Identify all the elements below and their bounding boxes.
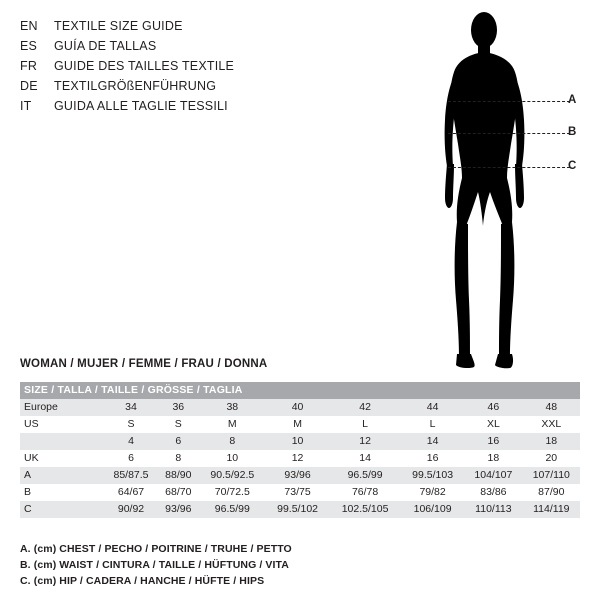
cell: 79/82: [401, 484, 464, 501]
cell: 64/67: [104, 484, 158, 501]
cell: 99.5/102: [266, 501, 329, 518]
cell: L: [401, 416, 464, 433]
note-chest: A. (cm) CHEST / PECHO / POITRINE / TRUHE / PETTO: [20, 543, 292, 555]
cell: 8: [158, 450, 199, 467]
cell: 48: [523, 399, 580, 416]
cell: 85/87.5: [104, 467, 158, 484]
cell: 87/90: [523, 484, 580, 501]
cell: 102.5/105: [329, 501, 401, 518]
cell: 16: [401, 450, 464, 467]
cell: 70/72.5: [199, 484, 267, 501]
cell: 40: [266, 399, 329, 416]
cell: 20: [523, 450, 580, 467]
cell: S: [104, 416, 158, 433]
cell: 14: [401, 433, 464, 450]
cell: 96.5/99: [329, 467, 401, 484]
cell: 10: [266, 433, 329, 450]
language-title: TEXTILE SIZE GUIDE: [54, 19, 183, 33]
cell: XXL: [523, 416, 580, 433]
cell: L: [329, 416, 401, 433]
language-title: TEXTILGRÖßENFÜHRUNG: [54, 79, 217, 93]
table-row: [20, 484, 580, 501]
cell: 73/75: [266, 484, 329, 501]
language-row: [20, 36, 380, 56]
language-code: DE: [20, 79, 38, 93]
language-code: IT: [20, 99, 32, 113]
cell: 14: [329, 450, 401, 467]
cell: 6: [104, 450, 158, 467]
size-table: [20, 382, 580, 518]
language-title: GUIDA ALLE TAGLIE TESSILI: [54, 99, 228, 113]
cell: S: [158, 416, 199, 433]
cell: 83/86: [464, 484, 523, 501]
cell: 93/96: [158, 501, 199, 518]
cell: 6: [158, 433, 199, 450]
cell: M: [199, 416, 267, 433]
guide-label-a: A: [568, 94, 577, 106]
row-label: US: [20, 416, 104, 433]
row-label: UK: [20, 450, 104, 467]
language-title: GUIDE DES TAILLES TEXTILE: [54, 59, 235, 73]
cell: 90/92: [104, 501, 158, 518]
language-code: EN: [20, 19, 38, 33]
cell: 16: [464, 433, 523, 450]
note-hip: C. (cm) HIP / CADERA / HANCHE / HÜFTE / HIPS: [20, 575, 265, 587]
cell: 12: [266, 450, 329, 467]
cell: 12: [329, 433, 401, 450]
row-label: C: [20, 501, 104, 518]
cell: 10: [199, 450, 267, 467]
body-silhouette-icon: [400, 8, 600, 378]
female-silhouette-figure: [400, 8, 600, 378]
cell: 76/78: [329, 484, 401, 501]
cell: 8: [199, 433, 267, 450]
table-row: [20, 501, 580, 518]
table-header-label: SIZE / TALLA / TAILLE / GRÖSSE / TAGLIA: [20, 382, 580, 399]
row-label: [20, 433, 104, 450]
language-code: FR: [20, 59, 38, 73]
cell: 4: [104, 433, 158, 450]
cell: 46: [464, 399, 523, 416]
cell: 106/109: [401, 501, 464, 518]
cell: 68/70: [158, 484, 199, 501]
cell: XL: [464, 416, 523, 433]
cell: 88/90: [158, 467, 199, 484]
row-label: A: [20, 467, 104, 484]
cell: 18: [464, 450, 523, 467]
guide-label-c: C: [568, 160, 577, 172]
guide-line-b: [448, 133, 570, 134]
language-row: [20, 96, 380, 116]
measurement-notes: [20, 541, 580, 589]
cell: 96.5/99: [199, 501, 267, 518]
table-row: [20, 416, 580, 433]
section-title-woman: WOMAN / MUJER / FEMME / FRAU / DONNA: [20, 358, 268, 370]
guide-line-a: [448, 101, 570, 102]
table-row: [20, 450, 580, 467]
table-row: [20, 399, 580, 416]
language-header-block: [20, 16, 380, 116]
cell: 110/113: [464, 501, 523, 518]
cell: 90.5/92.5: [199, 467, 267, 484]
guide-label-b: B: [568, 126, 577, 138]
cell: M: [266, 416, 329, 433]
cell: 107/110: [523, 467, 580, 484]
language-row: [20, 76, 380, 96]
cell: 114/119: [523, 501, 580, 518]
cell: 104/107: [464, 467, 523, 484]
cell: 42: [329, 399, 401, 416]
language-code: ES: [20, 39, 38, 53]
cell: 93/96: [266, 467, 329, 484]
table-row: [20, 467, 580, 484]
language-row: [20, 16, 380, 36]
table-row: [20, 433, 580, 450]
cell: 36: [158, 399, 199, 416]
language-row: [20, 56, 380, 76]
table-header-row: [20, 382, 580, 399]
cell: 99.5/103: [401, 467, 464, 484]
language-title: GUÍA DE TALLAS: [54, 39, 157, 53]
note-waist: B. (cm) WAIST / CINTURA / TAILLE / HÜFTUNG / VITA: [20, 559, 289, 571]
cell: 18: [523, 433, 580, 450]
row-label: B: [20, 484, 104, 501]
row-label: Europe: [20, 399, 104, 416]
cell: 38: [199, 399, 267, 416]
guide-line-c: [448, 167, 570, 168]
cell: 44: [401, 399, 464, 416]
cell: 34: [104, 399, 158, 416]
